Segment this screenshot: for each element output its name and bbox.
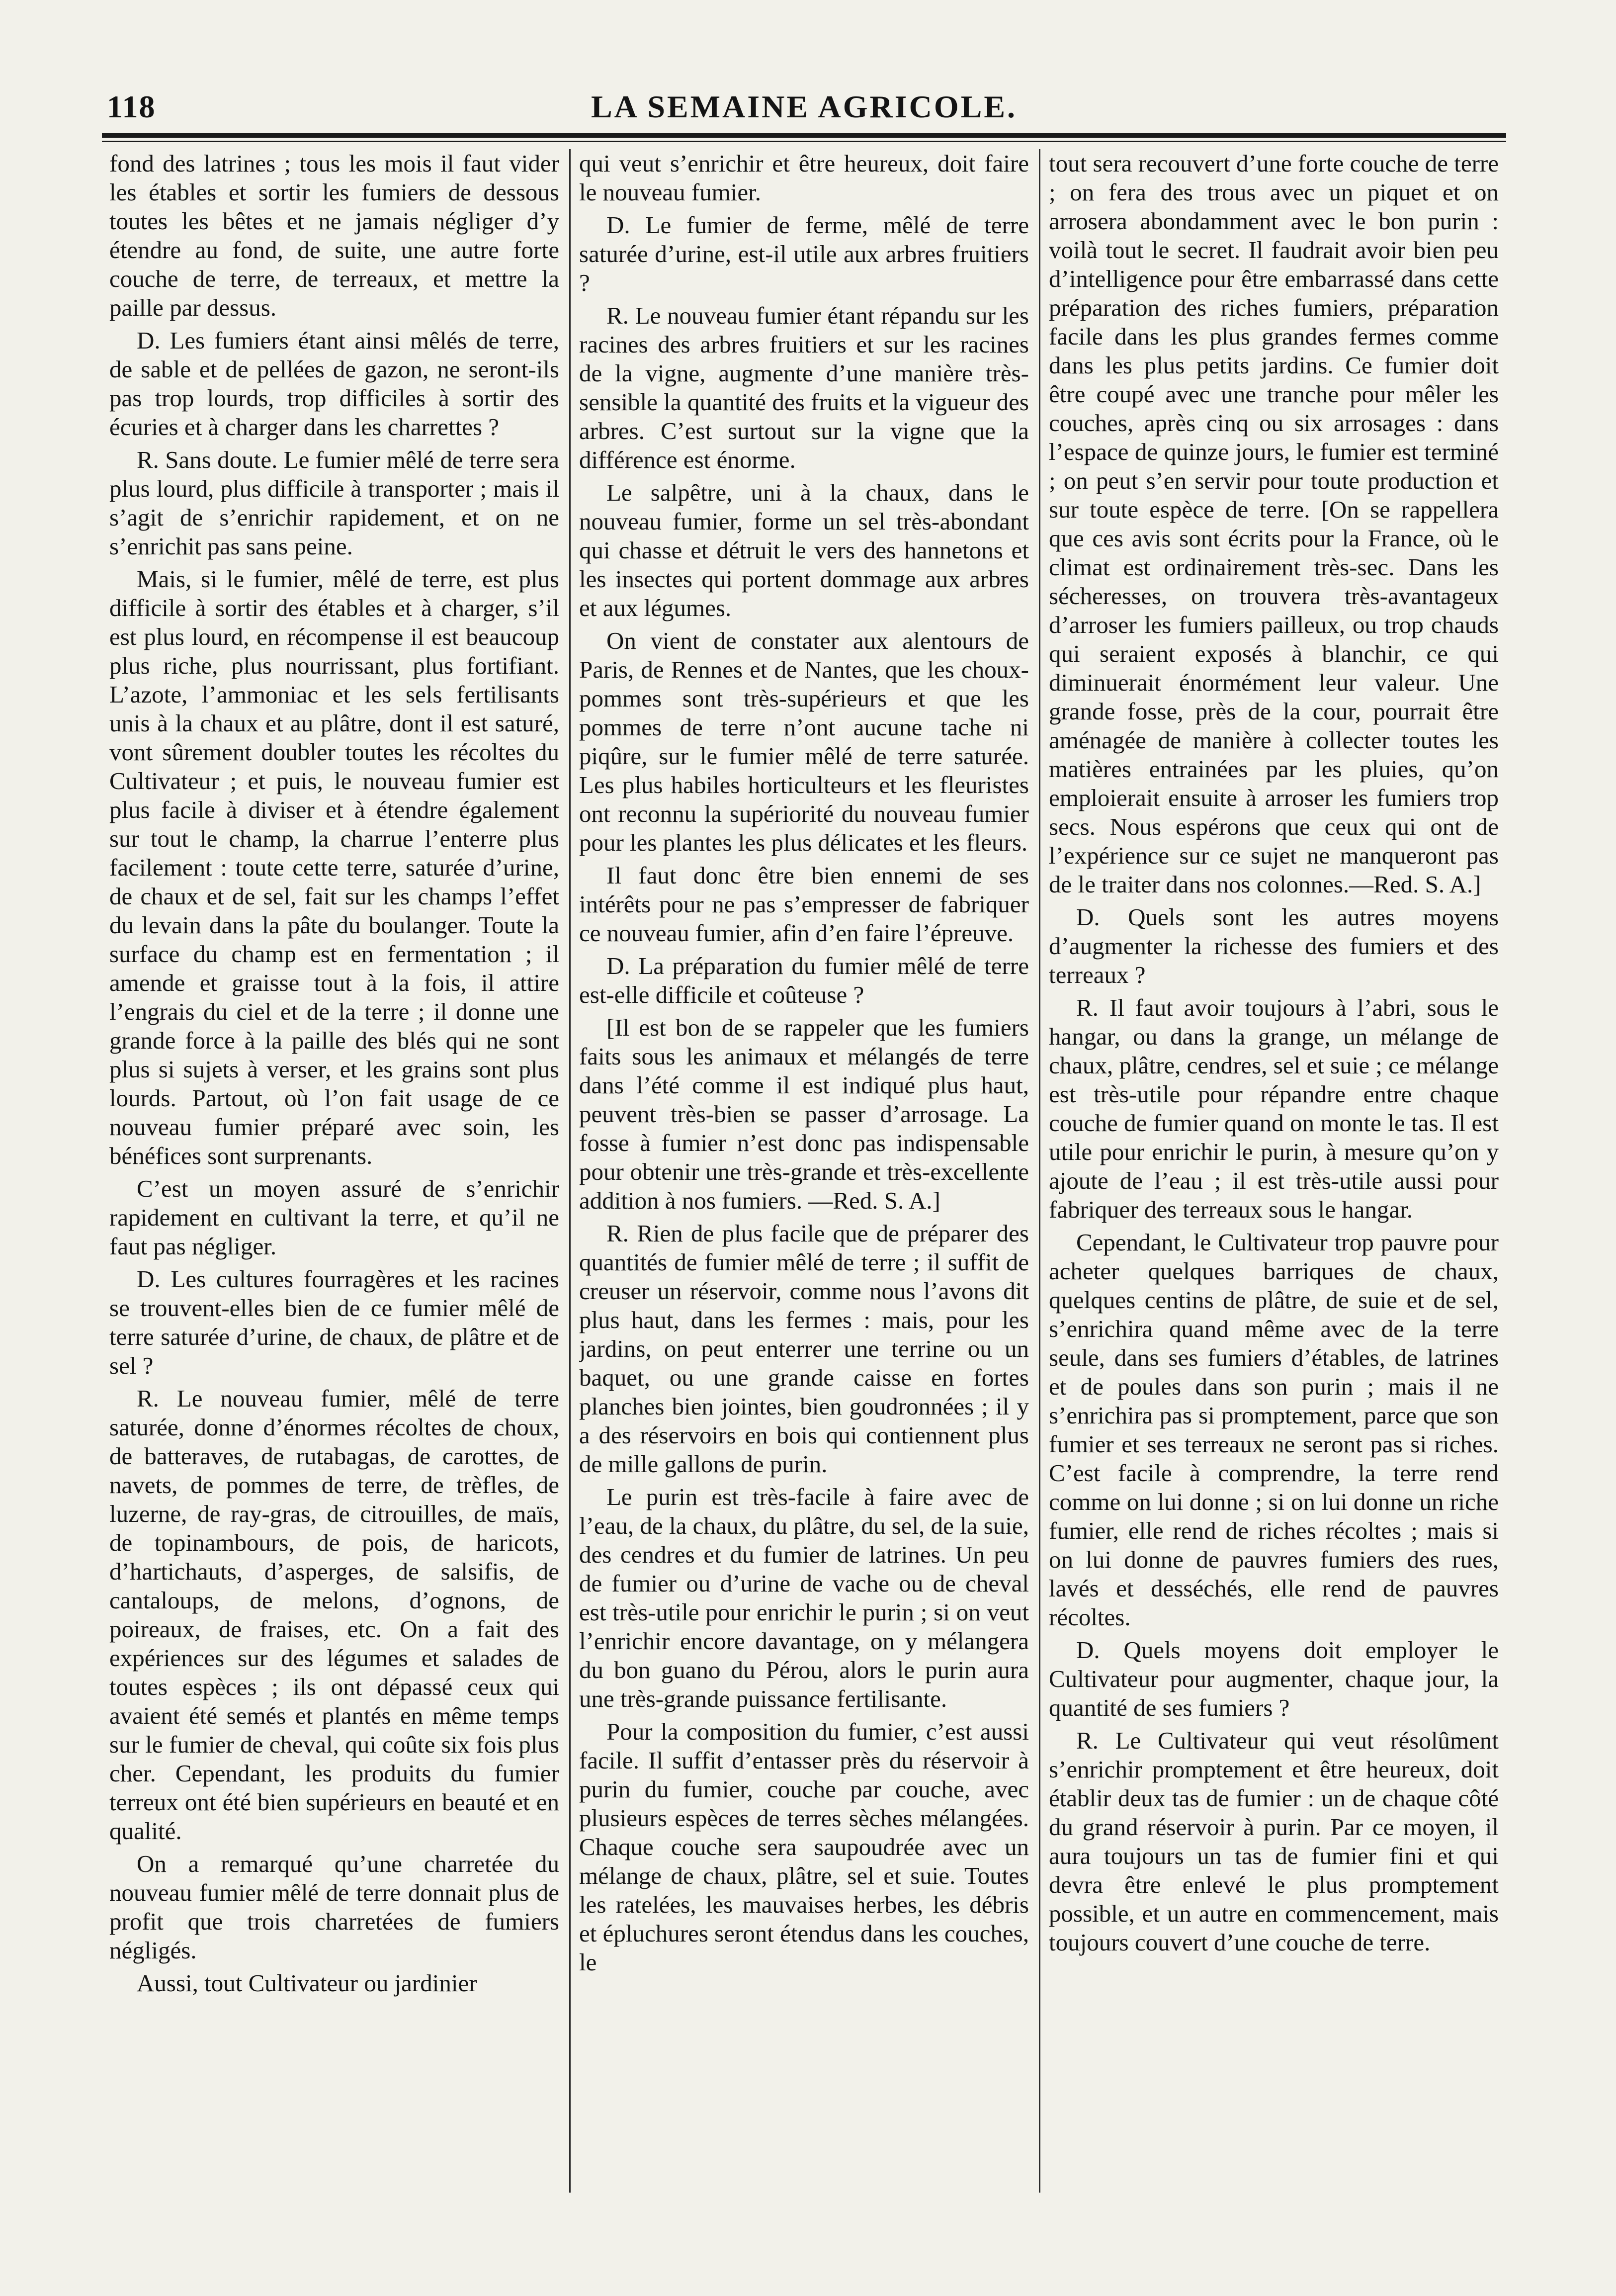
paragraph: R. Rien de plus facile que de préparer des quantités de fumier mêlé de terre ; il suffit de creuser un réservoir, comme nous l’avons dit plus haut, dans les fermes : mais, pour les jardins, on peut enterrer une terrine ou un baquet, ou une grande caisse en fortes planches bien jointes, bien goudronnées ; il y a des réservoirs en bois qui contiennent plus de mille gallons de purin.: [579, 1220, 1029, 1478]
paragraph: Mais, si le fumier, mêlé de terre, est plus difficile à sortir des étables et à charger, s’il est plus lourd, en récompense il est beaucoup plus riche, plus nourrissant, plus fortifiant. L’azote, l’ammoniac et les sels fertilisants unis à la chaux et au plâtre, dont il est saturé, vont sûrement doubler toutes les récoltes du Cultivateur ; et puis, le nouveau fumier est plus facile à diviser et à étendre également sur tout le champ, la charrue l’enterre plus facilement : toute cette terre, saturée d’urine, de chaux et de sel, fait sur les champs l’effet du levain dans la pâte du boulanger. Toute la surface du champ est en fermentation ; il amende et graisse tout à la fois, il attire l’engrais du ciel et de la terre ; il donne une grande force à la paille des blés qui ne sont plus si sujets à verser, et les grains sont plus lourds. Partout, où l’on fait usage de ce nouveau fumier préparé avec soin, les bénéfices sont surprenants.: [109, 565, 559, 1169]
paragraph: Le purin est très-facile à faire avec de l’eau, de la chaux, du plâtre, du sel, de la suie, des cendres et du fumier de latrines. Un peu de fumier ou d’urine de vache ou de cheval est très-utile pour enrichir le purin ; si on veut l’enrichir encore davantage, on y mélangera du bon guano du Pérou, alors le purin aura une très-grande puissance fertilisante.: [579, 1483, 1029, 1712]
paragraph: R. Il faut avoir toujours à l’abri, sous le hangar, ou dans la grange, un mélange de chaux, plâtre, cendres, sel et suie ; ce mélange est très-utile pour répandre entre chaque couche de fumier quand on monte le tas. Il est utile pour enrichir le purin, à mesure qu’on y ajoute de l’eau ; il est très-utile aussi pour fabriquer des terreaux sous le hangar.: [1049, 994, 1499, 1223]
paragraph: D. Les fumiers étant ainsi mêlés de terre, de sable et de pellées de gazon, ne seront-ils pas trop lourds, trop difficiles à sortir des écuries et à charger dans les charrettes ?: [109, 327, 559, 441]
paragraph: R. Le Cultivateur qui veut résolûment s’enrichir promptement et être heureux, doit établir deux tas de fumier : un de chaque côté du grand réservoir à purin. Par ce moyen, il aura toujours un tas de fumier fini et qui devra être enlevé le plus promptement possible, et un autre en commencement, mais toujours couvert d’une couche de terre.: [1049, 1727, 1499, 1956]
paragraph: Aussi, tout Cultivateur ou jardinier: [137, 1969, 477, 1997]
header-rule-thick: [102, 133, 1506, 138]
column-divider: [569, 149, 571, 2193]
page-number: 118: [107, 89, 156, 124]
paragraph: D. Les cultures fourragères et les racines se trouvent-elles bien de ce fumier mêlé de terre saturée d’urine, de chaux, de plâtre et de sel ?: [109, 1265, 559, 1379]
column-3: [1049, 149, 1499, 2193]
paragraph: On a remarqué qu’une charretée du nouveau fumier mêlé de terre donnait plus de profit que trois charretées de fumiers négligés.: [109, 1850, 559, 1964]
paragraph: R. Le nouveau fumier étant répandu sur les racines des arbres fruitiers et sur les racines de la vigne, augmente d’une manière très-sensible la quantité des fruits et la vigueur des arbres. C’est surtout sur la vigne que la différence est énorme.: [579, 302, 1029, 473]
paragraph: On vient de constater aux alentours de Paris, de Rennes et de Nantes, que les choux-pommes sont très-supérieurs et que les pommes de terre n’ont aucune tache ni piqûre, sur le fumier mêlé de terre saturée. Les plus habiles horticulteurs et les fleuristes ont reconnu la supériorité du nouveau fumier pour les plantes les plus délicates et les fleurs.: [579, 627, 1029, 856]
paragraph: Le salpêtre, uni à la chaux, dans le nouveau fumier, forme un sel très-abondant qui chasse et détruit le vers des hannetons et les insectes qui portent dommage aux arbres et aux légumes.: [579, 479, 1029, 621]
paragraph: C’est un moyen assuré de s’enrichir rapidement en cultivant la terre, et qu’il ne faut pas négliger.: [109, 1175, 559, 1260]
column-1: [109, 149, 559, 2193]
column-2: [579, 149, 1029, 2193]
paragraph: fond des latrines ; tous les mois il faut vider les étables et sortir les fumiers de dessous toutes les bêtes et ne jamais négliger d’y étendre au fond, de suite, une autre forte couche de terre, de terreaux, et mettre la paille par dessus.: [109, 150, 559, 321]
newspaper-page: [102, 75, 1506, 2203]
paragraph: [Il est bon de se rappeler que les fumiers faits sous les animaux et mélangés de terre dans l’été comme il est indiqué plus haut, peuvent très-bien se passer d’arrosage. La fosse à fumier n’est donc pas indispensable pour obtenir une très-grande et très-excellente addition à nos fumiers. —Red. S. A.]: [579, 1014, 1029, 1214]
paragraph: tout sera recouvert d’une forte couche de terre ; on fera des trous avec un piquet et on arrosera abondamment avec le bon purin : voilà tout le secret. Il faudrait avoir bien peu d’intelligence pour être embarrassé dans cette préparation des riches fumiers, préparation facile dans les plus grandes fermes comme dans les plus petits jardins. Ce fumier doit être coupé avec une tranche pour mêler les couches, après cinq ou six arrosages : dans l’espace de quinze jours, le fumier est terminé ; on peut s’en servir pour toute production et sur toute espèce de terre. [On se rappellera que ces avis sont écrits pour la France, où le climat est ordinairement très-sec. Dans les sécheresses, on trouvera très-avantageux d’arroser les fumiers pailleux, ou trop chauds qui seraient exposés à blanchir, ce qui diminuerait énormément leur valeur. Une grande fosse, près de la cour, pourrait être aménagée de manière à collecter toutes les matières entrainées par les pluies, qu’on emploierait ensuite à arroser les fumiers trop secs. Nous espérons que ceux qui ont de l’expérience sur ce sujet ne manqueront pas de le traiter dans nos colonnes.—Red. S. A.]: [1049, 150, 1499, 898]
paragraph: Pour la composition du fumier, c’est aussi facile. Il suffit d’entasser près du réservoir à purin du fumier, couche par couche, avec plusieurs espèces de terres sèches mélangées. Chaque couche sera saupoudrée avec un mélange de chaux, plâtre, sel et suie. Toutes les ratelées, les mauvaises herbes, les débris et épluchures seront étendus dans les couches, le: [579, 1718, 1029, 1976]
paragraph: Cependant, le Cultivateur trop pauvre pour acheter quelques barriques de chaux, quelques centins de plâtre, de suie et de sel, s’enrichira quand même avec de la terre seule, dans ses fumiers d’étables, de latrines et de poules dans son purin ; mais il ne s’enrichira pas si promptement, parce que son fumier et ses terreaux ne seront pas si riches. C’est facile à comprendre, la terre rend comme on lui donne ; si on lui donne un riche fumier, elle rend de riches récoltes ; mais si on lui donne de pauvres fumiers des rues, lavés et desséchés, elle rend de pauvres récoltes.: [1049, 1229, 1499, 1631]
paragraph: D. Le fumier de ferme, mêlé de terre saturée d’urine, est-il utile aux arbres fruitiers ?: [579, 211, 1029, 296]
header-rule-thin: [102, 141, 1506, 142]
paragraph: D. Quels moyens doit employer le Cultivateur pour augmenter, chaque jour, la quantité de ses fumiers ?: [1049, 1636, 1499, 1721]
paragraph: R. Le nouveau fumier, mêlé de terre saturée, donne d’énormes récoltes de choux, de batteraves, de rutabagas, de carottes, de navets, de pommes de terre, de trèfles, de luzerne, de ray-gras, de citrouilles, de maïs, de topinambours, de pois, de haricots, d’hartichauts, d’asperges, de salsifis, de cantaloups, de melons, d’ognons, de poireaux, de fraises, etc. On a fait des expériences sur des légumes et salades de toutes espèces ; ils ont dépassé ceux qui avaient été semés et plantés en même temps sur le fumier de cheval, qui coûte six fois plus cher. Cependant, les produits du fumier terreux ont été bien supérieurs en beauté et en qualité.: [109, 1385, 559, 1845]
column-divider: [1039, 149, 1040, 2193]
paragraph: D. La préparation du fumier mêlé de terre est-elle difficile et coûteuse ?: [579, 952, 1029, 1008]
journal-title: LA SEMAINE AGRICOLE.: [591, 89, 1018, 124]
paragraph: D. Quels sont les autres moyens d’augmenter la richesse des fumiers et des terreaux ?: [1049, 903, 1499, 988]
paragraph: qui veut s’enrichir et être heureux, doit faire le nouveau fumier.: [579, 150, 1029, 206]
page-header: [102, 75, 1506, 132]
paragraph: Il faut donc être bien ennemi de ses intérêts pour ne pas s’empresser de fabriquer ce nouveau fumier, afin d’en faire l’épreuve.: [579, 862, 1029, 947]
article-columns: [102, 149, 1506, 2198]
paragraph: R. Sans doute. Le fumier mêlé de terre sera plus lourd, plus difficile à transporter ; mais il s’agit de s’enrichir rapidement, et on ne s’enrichit pas sans peine.: [109, 446, 559, 560]
